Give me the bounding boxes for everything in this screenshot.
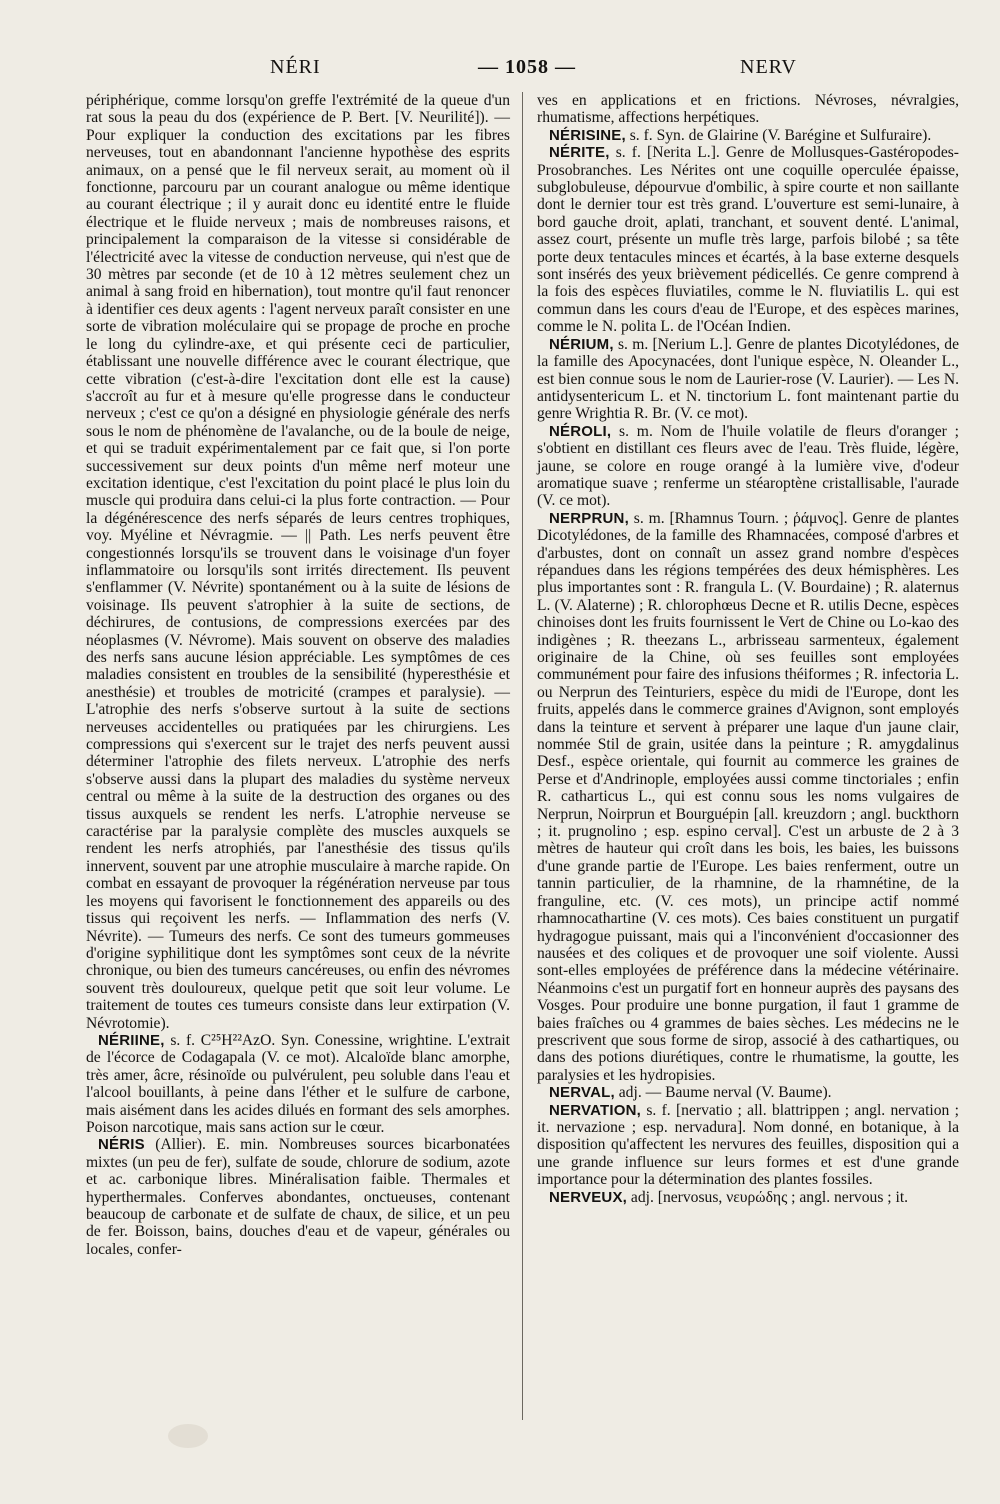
left-column xyxy=(86,92,510,1258)
entry-neriine xyxy=(86,1032,510,1136)
entry-nerium xyxy=(537,336,959,423)
headword-nerium: NÉRIUM, xyxy=(549,335,614,353)
nerf-continuation-text: périphérique, comme lorsqu'on greffe l'extrémité de la queue d'un rat sous la peau du dos (expérience de P. Bert. [V. Neurilité]). — Pour expliquer la conduction des excitations par les fibres nerveuses, tout en abandonnant l'ancienne hypothèse des esprits animaux, on a pensé que le fil nerveux serait, au moment où il fonctionne, parcouru par un courant analogue ou même identique au courant électrique ; il y aurait donc eu identité entre le fluide électrique et le fluide nerveux ; mais de nombreuses raisons, et principalement la comparaison de la vitesse si considérable de l'électricité avec la vitesse de conduction nerveuse, qui n'est que de 30 mètres par seconde (et de 10 à 12 mètres seulement chez un animal à sang froid en hibernation), tout montre qu'il faut renoncer à identifier ces deux agents : l'agent nerveux paraît consister en une sorte de vibration moléculaire qui se propage de proche en proche le long du cylindre-axe, et qui présente ceci de particulier, établissant une nouvelle différence avec le courant électrique, que cette vibration (c'est-à-dire l'excitation dont elle est la cause) s'accroît au fur et à mesure qu'elle progresse dans le conducteur nerveux ; c'est ce qu'on a désigné en physiologie générale des nerfs sous le nom de phénomène de l'avalanche, ou de la boule de neige, et qui se traduit expérimentalement par ce fait que, si l'on porte successivement sur deux points d'un même nerf moteur une excitation identique, c'est l'excitation du point placé le plus loin du muscle qui produira dans celui-ci la plus forte contraction. — Pour la dégénérescence des nerfs séparés de leurs centres trophiques, voy. Myéline et Névragmie. — || Path. Les nerfs peuvent être congestionnés lorsqu'ils se trouvent dans le voisinage d'un foyer inflammatoire ou lorsqu'ils sont irrités directement. Ils peuvent s'enflammer (V. Névrite) spontanément ou à la suite de lésions de voisinage. Ils peuvent s'atrophier à la suite de sections, de déchirures, de contusions, de compressions exercées par des néoplasmes (V. Névrome). Mais souvent on observe des maladies des nerfs sans aucune lésion appréciable. Les symptômes de ces maladies consistent en troubles de la sensibilité (hyperesthésie et anesthésie) et troubles de motricité (crampes et paralysie). — L'atrophie des nerfs s'observe surtout à la suite de sections nerveuses accidentelles ou pratiquées par les chirurgiens. Les compressions qui s'exercent sur le trajet des nerfs peuvent aussi déterminer l'atrophie des filets nerveux. L'atrophie des nerfs s'observe aussi dans la plupart des maladies du système nerveux central ou même à la suite de la destruction des organes ou des tissus auxquels se rendent les nerfs. L'atrophie nerveuse se caractérise par la paralysie complète des muscles auxquels se rendent les nerfs atrophiés, par l'anesthésie des tissus qu'ils innervent, souvent par une atrophie musculaire à marche rapide. On combat en essayant de provoquer la régénération nerveuse par tous les moyens qui favorisent le fonctionnement des appareils ou des tissus qui reçoivent les nerfs. — Inflammation des nerfs (V. Névrite). — Tumeurs des nerfs. Ce sont des tumeurs gommeuses d'origine syphilitique dont les symptômes sont ceux de la névrite chronique, ou bien des tumeurs cancéreuses, ou enfin des névromes souvent très douloureux, quelque petit que soit leur volume. Le traitement de toutes ces tumeurs consiste dans leur extirpation (V. Névrotomie). xyxy=(86,92,510,1032)
entry-nerite xyxy=(537,144,959,335)
column-divider xyxy=(522,92,523,1420)
definition-neris: (Allier). E. min. Nombreuses sources bicarbonatées mixtes (un peu de fer), sulfate de soude, chlorure de sodium, azote et ac. carbonique libres. Minéralisation faible. Thermales et hyperthermales. Conferves abondantes, onctueuses, contenant beaucoup de carbonate et de sulfate de chaux, de silice, et un peu de fer. Boisson, bains, douches d'eau et de vapeur, générales ou locales, confer- xyxy=(86,1136,511,1258)
headword-nerprun: NERPRUN, xyxy=(549,509,629,527)
headword-nerisine: NÉRISINE, xyxy=(549,126,626,144)
entry-nerveux xyxy=(537,1189,959,1206)
headword-nervation: NERVATION, xyxy=(549,1101,642,1119)
definition-nerveux: adj. [nervosus, νευρώδης ; angl. nervous ; it. xyxy=(630,1188,909,1206)
headword-neris: NÉRIS xyxy=(98,1136,145,1154)
page-number: — 1058 — xyxy=(478,56,576,78)
entry-neroli xyxy=(537,423,959,510)
entry-nerprun xyxy=(537,510,959,1084)
paper-stain xyxy=(168,1424,208,1448)
header-right-word: NERV xyxy=(740,56,797,78)
entry-nerisine xyxy=(537,127,959,144)
entry-nervation xyxy=(537,1102,959,1189)
neris-continuation-text: ves en applications et en frictions. Névroses, névralgies, rhumatisme, affections herpétiques. xyxy=(537,92,959,127)
definition-nerprun: s. m. [Rhamnus Tourn. ; ῥάμνος]. Genre de plantes Dicotylédones, de la famille des Rhamnacées, composé d'arbres et d'arbustes, dont on connaît un assez grand nombre d'espèces répandues dans les régions tempérées des deux hémisphères. Les plus importantes sont : R. frangula L. (V. Bourdaine) ; R. alaternus L. (V. Alaterne) ; R. chlorophœus Decne et R. utilis Decne, espèces chinoises dont les fruits fournissent le Vert de Chine ou Lo-kao des indigènes ; R. theezans L., arbrisseau sarmenteux, également originaire de la Chine, où ses feuilles sont employées communément pour faire des infusions théiformes ; R. infectoria L. ou Nerprun des Teinturiers, espèce du midi de l'Europe, dont les fruits, appelés dans le commerce graines d'Avignon, sont employés dans la teinture et servent à préparer une laque d'un jaune clair, nommée Stil de grain, usitée dans la peinture ; R. amygdalinus Desf., espèce orientale, qui fournit au commerce les graines de Perse et d'Andrinople, employées aussi comme tinctoriales ; enfin R. catharticus L., qui est connu sous les noms vulgaires de Nerprun, Noirprun et Bourguépin [all. kreuzdorn ; angl. buckthorn ; it. prugnolino ; esp. espino cerval]. C'est un arbuste de 2 à 3 mètres de hauteur qui croît dans les bois, les baies, les buissons d'une grande partie de l'Europe. Les baies renferment, outre un tannin particulier, de la rhamnine, de la rhamnétine, de la franguline, etc. (V. ces mots), un principe actif nommé rhamnocathartine (V. ces mots). Ces baies constituent un purgatif hydragogue puissant, mais qui a l'inconvénient d'occasionner des nausées et des coliques et de provoquer une soif violente. Aussi sont-elles employées de préférence dans la médecine vétérinaire. Néanmoins c'est un purgatif fort en honneur auprès des paysans des Vosges. Pour produire une bonne purgation, il faut 1 gramme de baies fraîches ou 4 grammes de baies sèches. Les médecins ne le prescrivent que sous forme de sirop, associé à des cathartiques, ou dans des potions diurétiques, contre le rhumatisme, la goutte, les paralysies et les hydropisies. xyxy=(537,509,959,1084)
headword-neroli: NÉROLI, xyxy=(549,422,612,440)
entry-nerval xyxy=(537,1084,959,1101)
right-column xyxy=(537,92,959,1206)
headword-nerite: NÉRITE, xyxy=(549,144,610,162)
entry-neris xyxy=(86,1136,510,1258)
definition-neroli: s. m. Nom de l'huile volatile de fleurs d'oranger ; s'obtient en distillant ces fleurs avec de l'eau. Très fluide, légère, jaune, se colore en rouge orangé à la lumière vive, d'odeur aromatique suave ; renferme un stéaroptène cristallisable, l'aurade (V. ce mot). xyxy=(537,422,959,510)
definition-nervation: s. f. [nervatio ; all. blattrippen ; angl. nervation ; it. nervazione ; esp. nervadura]. Nom donné, en botanique, à la disposition qu'affectent les nervures des feuilles, disposition qui a une grande influence sur leurs formes et est d'une grande importance pour la détermination des plantes fossiles. xyxy=(537,1101,959,1189)
definition-nerisine: s. f. Syn. de Glairine (V. Barégine et Sulfuraire). xyxy=(629,126,932,144)
headword-nerveux: NERVEUX, xyxy=(549,1188,628,1206)
definition-nerval: adj. — Baume nerval (V. Baume). xyxy=(618,1084,832,1102)
definition-nerium: s. m. [Nerium L.]. Genre de plantes Dicotylédones, de la famille des Apocynacées, dont l'unique espèce, N. Oleander L., est bien connue sous le nom de Laurier-rose (V. Laurier). — Les N. antidysentericum L. et N. tinctorium L. font maintenant partie du genre Wrightia R. Br. (V. ce mot). xyxy=(537,335,959,423)
running-head xyxy=(0,56,1000,88)
header-left-word: NÉRI xyxy=(270,56,321,78)
headword-neriine: NÉRIINE, xyxy=(98,1031,165,1049)
definition-neriine: s. f. C²⁵H²²AzO. Syn. Conessine, wrightine. L'extrait de l'écorce de Codagapala (V. ce mot). Alcaloïde blanc amorphe, très amer, âcre, résinoïde ou pulvérulent, peu soluble dans l'eau et l'alcool bouillants, à peine dans l'éther et le sulfure de carbone, mais aisément dans les acides dilués en formant des sels amorphes. Poison narcotique, mais sans action sur le cœur. xyxy=(86,1031,510,1136)
definition-nerite: s. f. [Nerita L.]. Genre de Mollusques-Gastéropodes-Prosobranches. Les Nérites ont une coquille operculée épaisse, subglobuleuse, dépourvue d'ombilic, à spire courte et non saillante dont le dernier tour est très grand. L'ouverture est semi-lunaire, à bord gauche droit, aplati, tranchant, et souvent denté. L'animal, assez court, présente un mufle très large, parfois bilobé ; sa tête porte deux tentacules minces et écartés, à la base externe desquels sont insérés des yeux brièvement pédicellés. Ce genre comprend à la fois des espèces fluviatiles, comme le N. fluviatilis L. qui est commun dans les cours d'eau de l'Europe, et des espèces marines, comme le N. polita L. de l'Océan Indien. xyxy=(537,144,959,336)
headword-nerval: NERVAL, xyxy=(549,1084,615,1102)
